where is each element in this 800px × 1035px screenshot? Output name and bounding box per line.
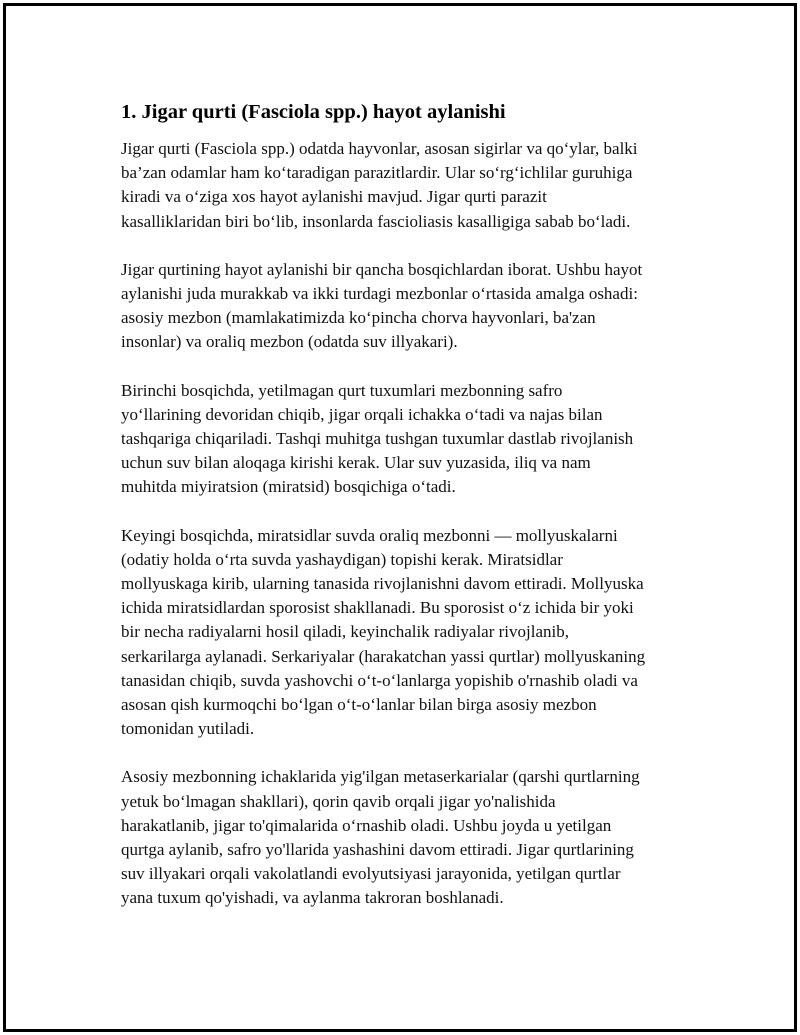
text-line: kasalliklaridan biri bo‘lib, insonlarda fascioliasis kasalligiga sabab bo‘ladi. — [121, 211, 631, 231]
paragraph-next-stage — [121, 524, 701, 742]
paragraph-intro — [121, 137, 701, 234]
text-line: qurtga aylanib, safro yo'llarida yashashini davom ettiradi. Jigar qurtlarining — [121, 840, 634, 860]
text-line: mollyuskaga kirib, ularning tanasida rivojlanishni davom ettiradi. Mollyuska — [121, 574, 644, 594]
page-frame — [3, 3, 797, 1032]
document-body — [121, 98, 701, 935]
text-line: yetuk bo‘lmagan shakllari), qorin qavib orqali jigar yo'nalishida — [121, 791, 556, 811]
text-line: asosiy mezbon (mamlakatimizda ko‘pincha chorva hayvonlari, ba'zan — [121, 308, 596, 328]
text-line: Jigar qurti (Fasciola spp.) odatda hayvonlar, asosan sigirlar va qo‘ylar, balki — [121, 139, 638, 158]
text-line: asosan qish kurmoqchi bo‘lgan o‘t-o‘lanlar bilan birga asosiy mezbon — [121, 695, 597, 715]
text-line: tanasidan chiqib, suvda yashovchi o‘t-o‘lanlarga yopishib o'rnashib oladi va — [121, 670, 638, 690]
text-line: suv illyakari orqali vakolatlandi evolyutsiyasi jarayonida, yetilgan qurtlar — [121, 864, 621, 884]
text-line: tashqariga chiqariladi. Tashqi muhitga tushgan tuxumlar dastlab rivojlanish — [121, 429, 634, 449]
text-line: harakatlanib, jigar to'qimalarida o‘rnashib oladi. Ushbu joyda u yetilgan — [121, 815, 612, 835]
text-line: bir necha radiyalarni hosil qiladi, keyinchalik radiyalar rivojlanib, — [121, 622, 569, 642]
text-line: ba’zan odamlar ham ko‘taradigan parazitlardir. Ular so‘rg‘ichlilar guruhiga — [121, 163, 633, 183]
section-heading: 1. Jigar qurti (Fasciola spp.) hayot aylanishi — [121, 101, 506, 123]
text-line: Keyingi bosqichda, miratsidlar suvda oraliq mezbonni — mollyuskalarni — [121, 525, 618, 545]
text-line: Asosiy mezbonning ichaklarida yig'ilgan metaserkarialar (qarshi qurtlarning — [121, 767, 640, 787]
text-line: serkarilarga aylanadi. Serkariyalar (harakatchan yassi qurtlar) mollyuskaning — [121, 646, 646, 666]
text-line: tomonidan yutiladi. — [121, 719, 255, 739]
text-line: insonlar) va oraliq mezbon (odatda suv illyakari). — [121, 332, 458, 352]
text-line: Birinchi bosqichda, yetilmagan qurt tuxumlari mezbonning safro — [121, 380, 563, 400]
text-line: uchun suv bilan aloqaga kirishi kerak. Ular suv yuzasida, iliq va nam — [121, 453, 591, 473]
text-line: yana tuxum qo'yishadi, va aylanma takroran boshlanadi. — [121, 888, 504, 908]
text-line: yo‘llarining devoridan chiqib, jigar orqali ichakka o‘tadi va najas bilan — [121, 404, 603, 424]
paragraph-life-cycle-overview — [121, 258, 701, 355]
paragraph-first-stage — [121, 379, 701, 500]
text-line: (odatiy holda o‘rta suvda yashaydigan) topishi kerak. Miratsidlar — [121, 549, 563, 569]
text-line: Jigar qurtining hayot aylanishi bir qancha bosqichlardan iborat. Ushbu hayot — [121, 259, 643, 279]
text-line: aylanishi juda murakkab va ikki turdagi mezbonlar o‘rtasida amalga oshadi: — [121, 284, 638, 304]
paragraph-final-stage — [121, 765, 701, 910]
text-line: muhitda miyiratsion (miratsid) bosqichiga o‘tadi. — [121, 477, 456, 497]
text-line: ichida miratsidlardan sporosist shakllanadi. Bu sporosist o‘z ichida bir yoki — [121, 598, 634, 618]
text-line: kiradi va o‘ziga xos hayot aylanishi mavjud. Jigar qurti parazit — [121, 187, 547, 207]
